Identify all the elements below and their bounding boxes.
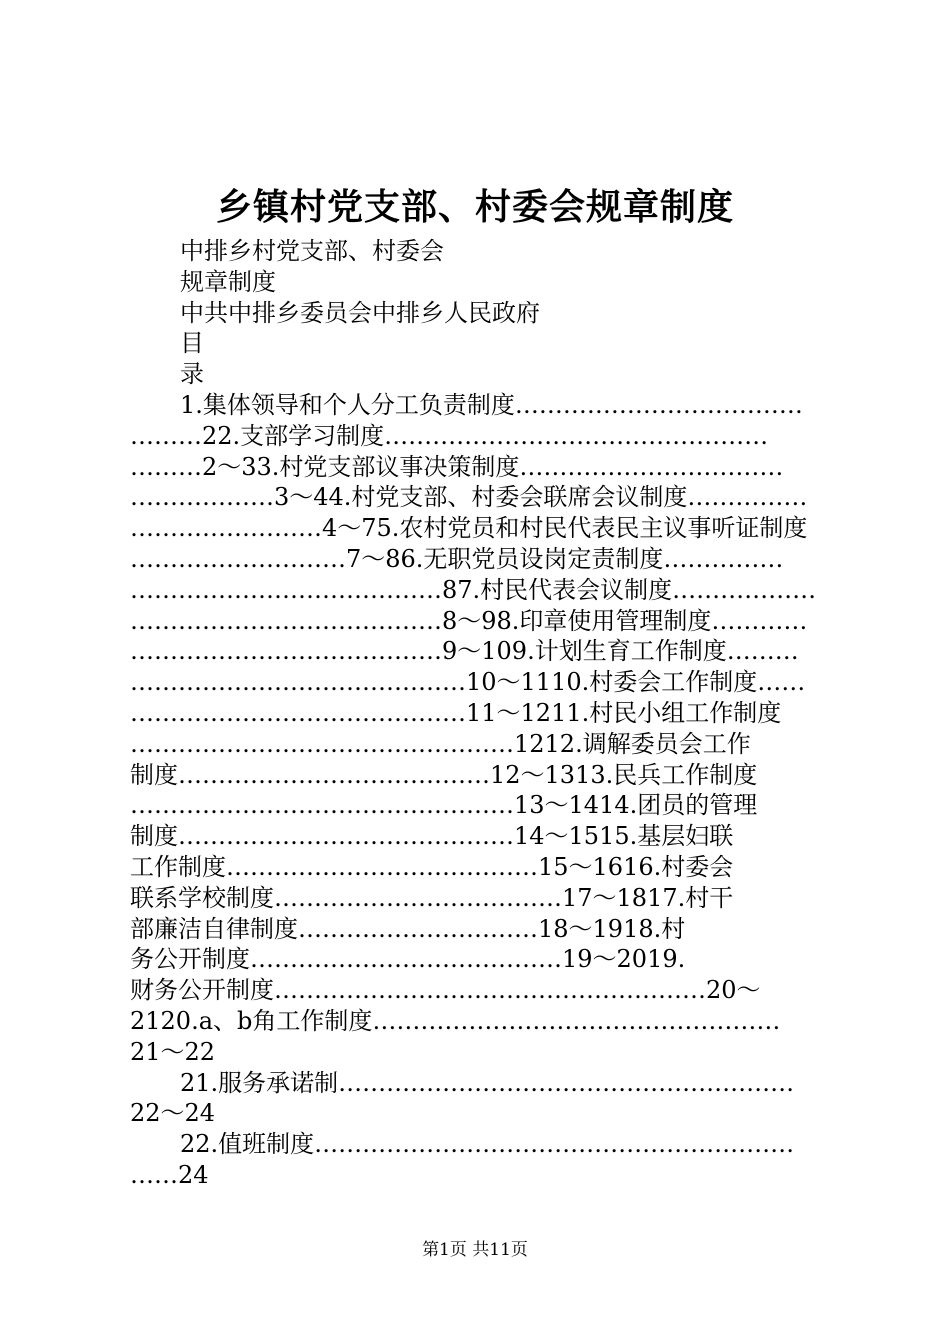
toc-line: 部廉洁自律制度…………………………18～1918.村 bbox=[130, 914, 686, 943]
toc-line: 制度……………………………………14～1515.基层妇联 bbox=[130, 822, 734, 851]
toc-line: …………………………………………13～1414.团员的管理 bbox=[130, 791, 758, 820]
toc-line: …………………………………………1212.调解委员会工作 bbox=[130, 729, 751, 758]
toc-line: 财务公开制度………………………………………………20～ bbox=[130, 976, 761, 1005]
toc-line: 务公开制度…………………………………19～2019. bbox=[130, 945, 686, 974]
toc-extra-item: 22.值班制度…………………………………………………… bbox=[180, 1130, 795, 1159]
intro-line: 中共中排乡委员会中排乡人民政府 bbox=[180, 298, 540, 327]
toc-line: …………………………………87.村民代表会议制度……………… bbox=[130, 575, 817, 604]
toc-line: 1.集体领导和个人分工负责制度……………………………… bbox=[180, 390, 803, 419]
toc-line: …………………………………9～109.计划生育工作制度……… bbox=[130, 637, 799, 666]
toc-line: ………2～33.村党支部议事决策制度…………………………… bbox=[130, 452, 784, 481]
toc-extra-item: 21.服务承诺制………………………………………………… bbox=[180, 1068, 795, 1097]
page-footer: 第1页 共11页 bbox=[422, 1240, 528, 1260]
toc-line: ………………3～44.村党支部、村委会联席会议制度…………… bbox=[130, 483, 808, 512]
toc-extra-item-cont: ……24 bbox=[130, 1160, 209, 1189]
intro-line: 录 bbox=[180, 360, 204, 389]
toc-line: 工作制度…………………………………15～1616.村委会 bbox=[130, 852, 734, 881]
toc-line: ……………………4～75.农村党员和村民代表民主议事听证制度 bbox=[130, 514, 808, 543]
toc-line: ……………………………………10～1110.村委会工作制度…… bbox=[130, 668, 806, 697]
toc-line: ………………………7～86.无职党员设岗定责制度…………… bbox=[130, 544, 784, 573]
toc-line: ………22.支部学习制度………………………………………… bbox=[130, 421, 769, 450]
toc-line: 制度…………………………………12～1313.民兵工作制度 bbox=[130, 760, 758, 789]
toc-line: ……………………………………11～1211.村民小组工作制度 bbox=[130, 698, 782, 727]
page-title: 乡镇村党支部、村委会规章制度 bbox=[215, 187, 734, 228]
intro-line: 规章制度 bbox=[180, 267, 276, 296]
toc-line: 联系学校制度………………………………17～1817.村干 bbox=[130, 883, 734, 912]
toc-line: …………………………………8～98.印章使用管理制度………… bbox=[130, 606, 808, 635]
intro-line: 目 bbox=[180, 329, 204, 358]
toc-line: 2120.a、b角工作制度…………………………………………… bbox=[130, 1006, 781, 1035]
intro-line: 中排乡村党支部、村委会 bbox=[180, 237, 444, 265]
toc-extra-item-cont: 22～24 bbox=[130, 1099, 216, 1128]
document-body bbox=[130, 236, 830, 1191]
toc-line: 21～22 bbox=[130, 1037, 216, 1066]
